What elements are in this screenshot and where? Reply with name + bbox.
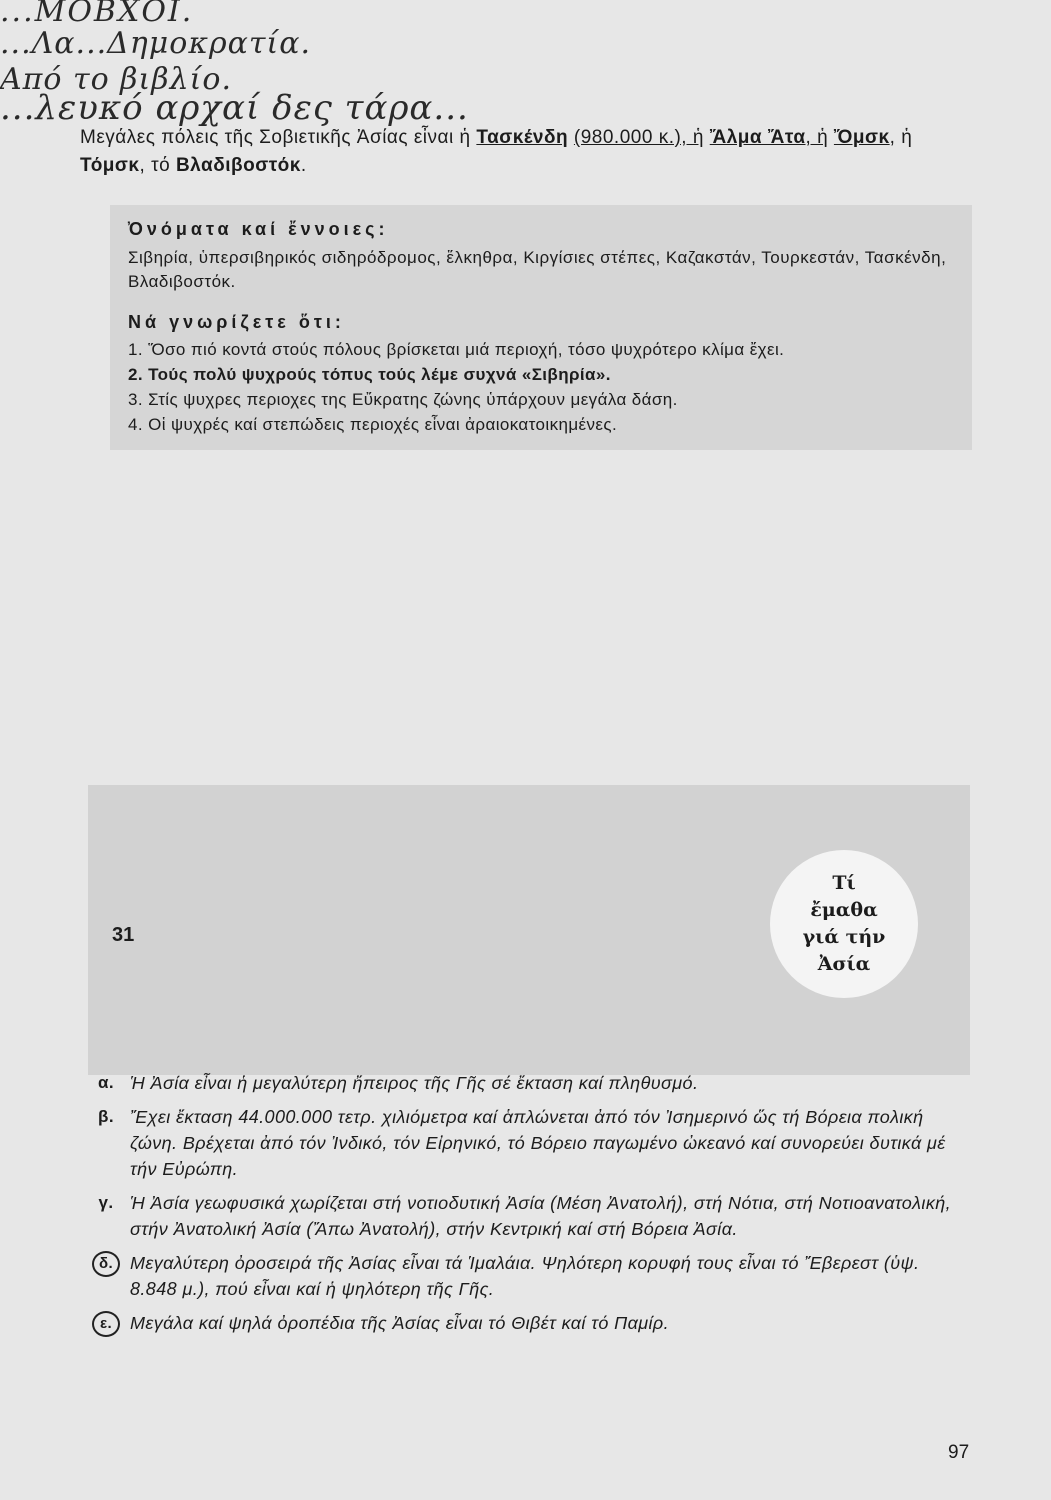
section-title-line: Τί xyxy=(832,872,856,894)
summary-marker-circled: δ. xyxy=(92,1251,120,1277)
summary-text: Μεγαλύτερη ὀροσειρά τῆς Ἀσίας εἶναι τά Ἱμαλάια. Ψηλότερη κορυφή τους εἶναι τό Ἔβερεστ (ὑψ. 8.848 μ.), πού εἶναι καί ἡ ψηλότερη τῆς Γῆς. xyxy=(130,1253,920,1299)
cities-sep-2: , ἡ xyxy=(889,127,913,148)
know-that-list xyxy=(128,337,958,437)
summary-marker: β. xyxy=(98,1107,114,1126)
summary-marker: α. xyxy=(98,1073,114,1092)
summary-text: Μεγάλα καί ψηλά ὀροπέδια τῆς Ἀσίας εἶναι τό Θιβέτ καί τό Παμίρ. xyxy=(130,1313,670,1333)
summary-item xyxy=(90,1310,970,1336)
summary-item xyxy=(90,1070,970,1096)
cities-sep-1: , ἡ xyxy=(805,127,829,148)
names-concepts-label: Ὀνόματα καί ἔννοιες: xyxy=(128,219,389,239)
summary-text: Ἡ Ἀσία γεωφυσικά χωρίζεται στή νοτιοδυτική Ἀσία (Μέση Ἀνατολή), στή Νότια, στή Νοτιοανατολική, στήν Ἀνατολική Ἀσία (Ἄπω Ἀνατολή), στήν Κεντρική καί στή Βόρεια Ἀσία. xyxy=(130,1193,952,1239)
section-title-line: Ἀσία xyxy=(817,953,871,975)
know-that-label: Νά γνωρίζετε ὅτι: xyxy=(128,312,345,332)
cities-paragraph xyxy=(80,124,960,180)
summary-list xyxy=(90,1070,970,1344)
section-title-line: ἔμαθα xyxy=(810,899,878,921)
names-concepts-box xyxy=(110,205,972,450)
cities-sep-3: , τό xyxy=(139,155,171,176)
summary-text: Ἔχει ἔκταση 44.000.000 τετρ. χιλιόμετρα καί ἁπλώνεται ἀπό τόν Ἰσημερινό ὥς τή Βόρεια πολική ζώνη. Βρέχεται ἀπό τόν Ἰνδικό, τόν Εἰρηνικό, τό Βόρειο παγωμένο ὠκεανό καί συνορεύει δυτικά μέ τήν Εὐρώπη. xyxy=(130,1107,946,1179)
handwritten-note-line-4: ...λευκό αρχαί δες τάρα... xyxy=(0,88,469,128)
names-concepts-text: Σιβηρία, ὑπερσιβηρικός σιδηρόδρομος, ἕλκηθρα, Κιργίσιες στέπες, Καζακστάν, Τουρκεστάν, Τασκένδη, Βλαδιβοστόκ. xyxy=(128,248,947,291)
city-tomsk: Τόμσκ xyxy=(80,155,140,176)
section-number: 31 xyxy=(112,924,135,946)
section-title-line: γιά τήν xyxy=(802,926,886,948)
fact-item: 3. Στίς ψυχρες περιοχες της Εὔκρατης ζώνης ὑπάρχουν μεγάλα δάση. xyxy=(128,390,678,409)
summary-item xyxy=(90,1190,970,1242)
handwritten-note-line-2: ...Λα...Δημοκρατία. xyxy=(0,26,312,61)
city-almaty: Ἄλμα Ἄτα xyxy=(709,127,806,148)
tashkent-population: (980.000 κ.), ἡ xyxy=(573,127,704,148)
summary-marker: γ. xyxy=(98,1193,114,1212)
fact-item: 1. Ὅσο πιό κοντά στούς πόλους βρίσκεται μιά περιοχή, τόσο ψυχρότερο κλίμα ἔχει. xyxy=(128,340,785,359)
fact-item: 4. Οἱ ψυχρές καί στεπώδεις περιοχές εἶναι ἀραιοκατοικημένες. xyxy=(128,415,618,434)
section-title-circle xyxy=(770,850,918,998)
summary-marker-circled: ε. xyxy=(92,1311,120,1337)
cities-end: . xyxy=(300,155,307,176)
city-vladivostok: Βλαδιβοστόκ xyxy=(175,155,301,176)
city-omsk: Ὄμσκ xyxy=(833,127,890,148)
handwritten-note-line-1: ...ΜΟΒΧΟΙ. xyxy=(0,0,194,29)
cities-intro: Μεγάλες πόλεις τῆς Σοβιετικῆς Ἀσίας εἶναι ἡ xyxy=(80,127,471,148)
summary-item xyxy=(90,1250,970,1302)
fact-item: 2. Τούς πολύ ψυχρούς τόπυς τούς λέμε συχνά «Σιβηρία». xyxy=(128,365,611,384)
summary-item xyxy=(90,1104,970,1182)
handwritten-note-line-3: Από το βιβλίο. xyxy=(0,62,232,97)
page-number: 97 xyxy=(948,1442,970,1463)
city-tashkent: Τασκένδη xyxy=(476,127,569,148)
summary-text: Ἡ Ἀσία εἶναι ἡ μεγαλύτερη ἤπειρος τῆς Γῆς σέ ἔκταση καί πληθυσμό. xyxy=(130,1073,699,1093)
